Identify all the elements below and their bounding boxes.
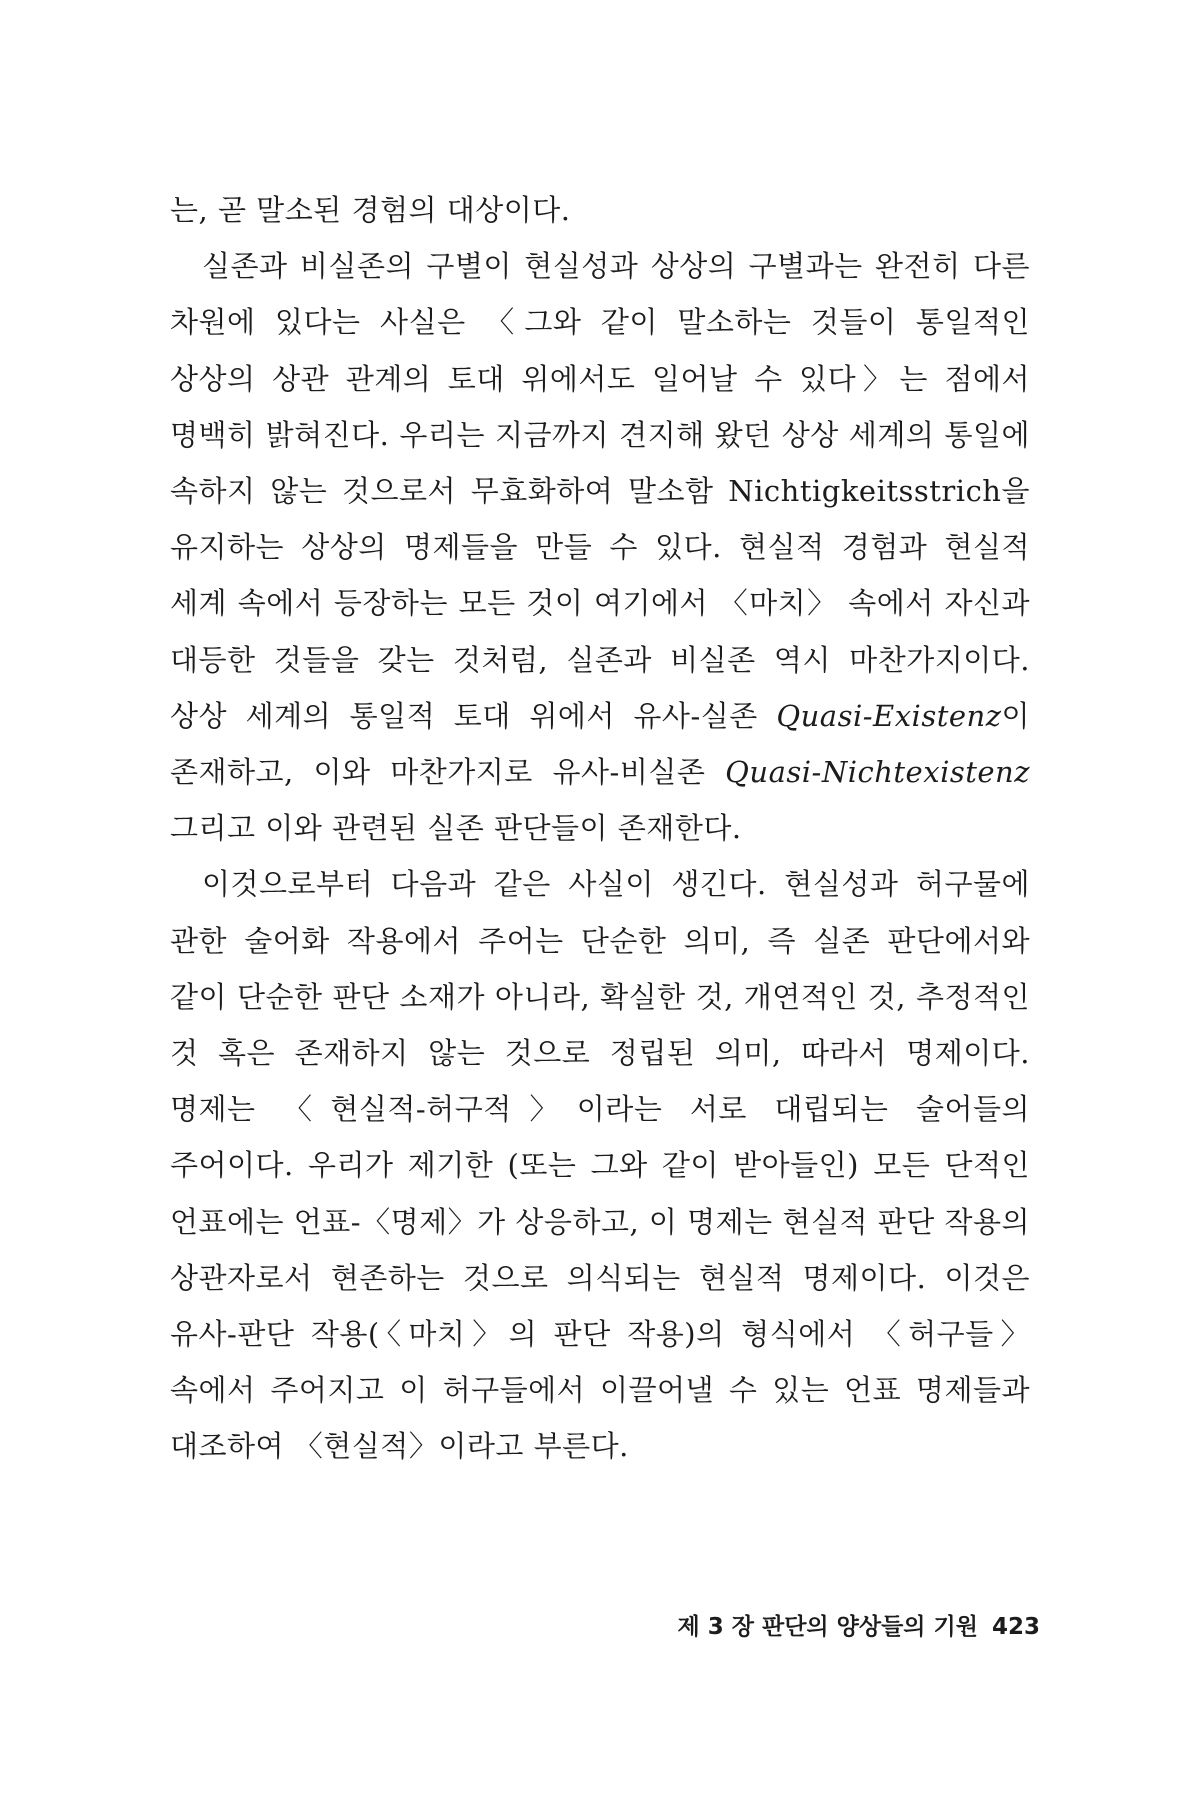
page-number: 423 — [991, 1614, 1040, 1640]
foreign-term: Quasi-Nichtexistenz — [725, 755, 1030, 790]
paragraph-text: 는, 곧 말소된 경험의 대상이다. — [170, 193, 571, 227]
paragraph-text: 이 존재하고, 이와 마찬가지로 유사-비실존 — [170, 698, 1030, 790]
paragraph-2 — [170, 238, 1030, 856]
running-head: 제 3 장 판단의 양상들의 기원 — [677, 1614, 978, 1640]
paragraph-text: 실존과 비실존의 구별이 현실성과 상상의 구별과는 완전히 다른 차원에 있다는 사실은 〈그와 같이 말소하는 것들이 통일적인 상상의 상관 관계의 토대 위에서도 일어날 수 있다〉는 점에서 명백히 밝혀진다. 우리는 지금까지 견지해 왔던 상상 세계의 통일에 속하지 않는 것으로서 무효화하여 말소함 Nichtigkeitsstrich을 유지하는 상상의 명제들을 만들 수 있다. 현실적 경험과 현실적 세계 속에서 등장하는 모든 것이 여기에서 〈마치〉 속에서 자신과 대등한 것들을 갖는 것처럼, 실존과 비실존 역시 마찬가지이다. 상상 세계의 통일적 토대 위에서 유사-실존 — [170, 249, 1030, 733]
foreign-term: Quasi-Existenz — [776, 698, 1002, 733]
paragraph-text: 이것으로부터 다음과 같은 사실이 생긴다. 현실성과 허구물에 관한 술어화 작용에서 주어는 단순한 의미, 즉 실존 판단에서와 같이 단순한 판단 소재가 아니라, 확실한 것, 개연적인 것, 추정적인 것 혹은 존재하지 않는 것으로 정립된 의미, 따라서 명제이다. 명제는 〈현실적-허구적〉이라는 서로 대립되는 술어들의 주어이다. 우리가 제기한 (또는 그와 같이 받아들인) 모든 단적인 언표에는 언표-〈명제〉가 상응하고, 이 명제는 현실적 판단 작용의 상관자로서 현존하는 것으로 의식되는 현실적 명제이다. 이것은 유사-판단 작용(〈마치〉의 판단 작용)의 형식에서 〈허구들〉 속에서 주어지고 이 허구들에서 이끌어낼 수 있는 언표 명제들과 대조하여 〈현실적〉이라고 부른다. — [170, 867, 1030, 1464]
page-footer — [620, 1608, 1040, 1641]
paragraph-1 — [170, 182, 1030, 238]
paragraph-text: 그리고 이와 관련된 실존 판단들이 존재한다. — [170, 811, 742, 846]
body-text — [170, 182, 1030, 1475]
paragraph-3 — [170, 856, 1030, 1474]
